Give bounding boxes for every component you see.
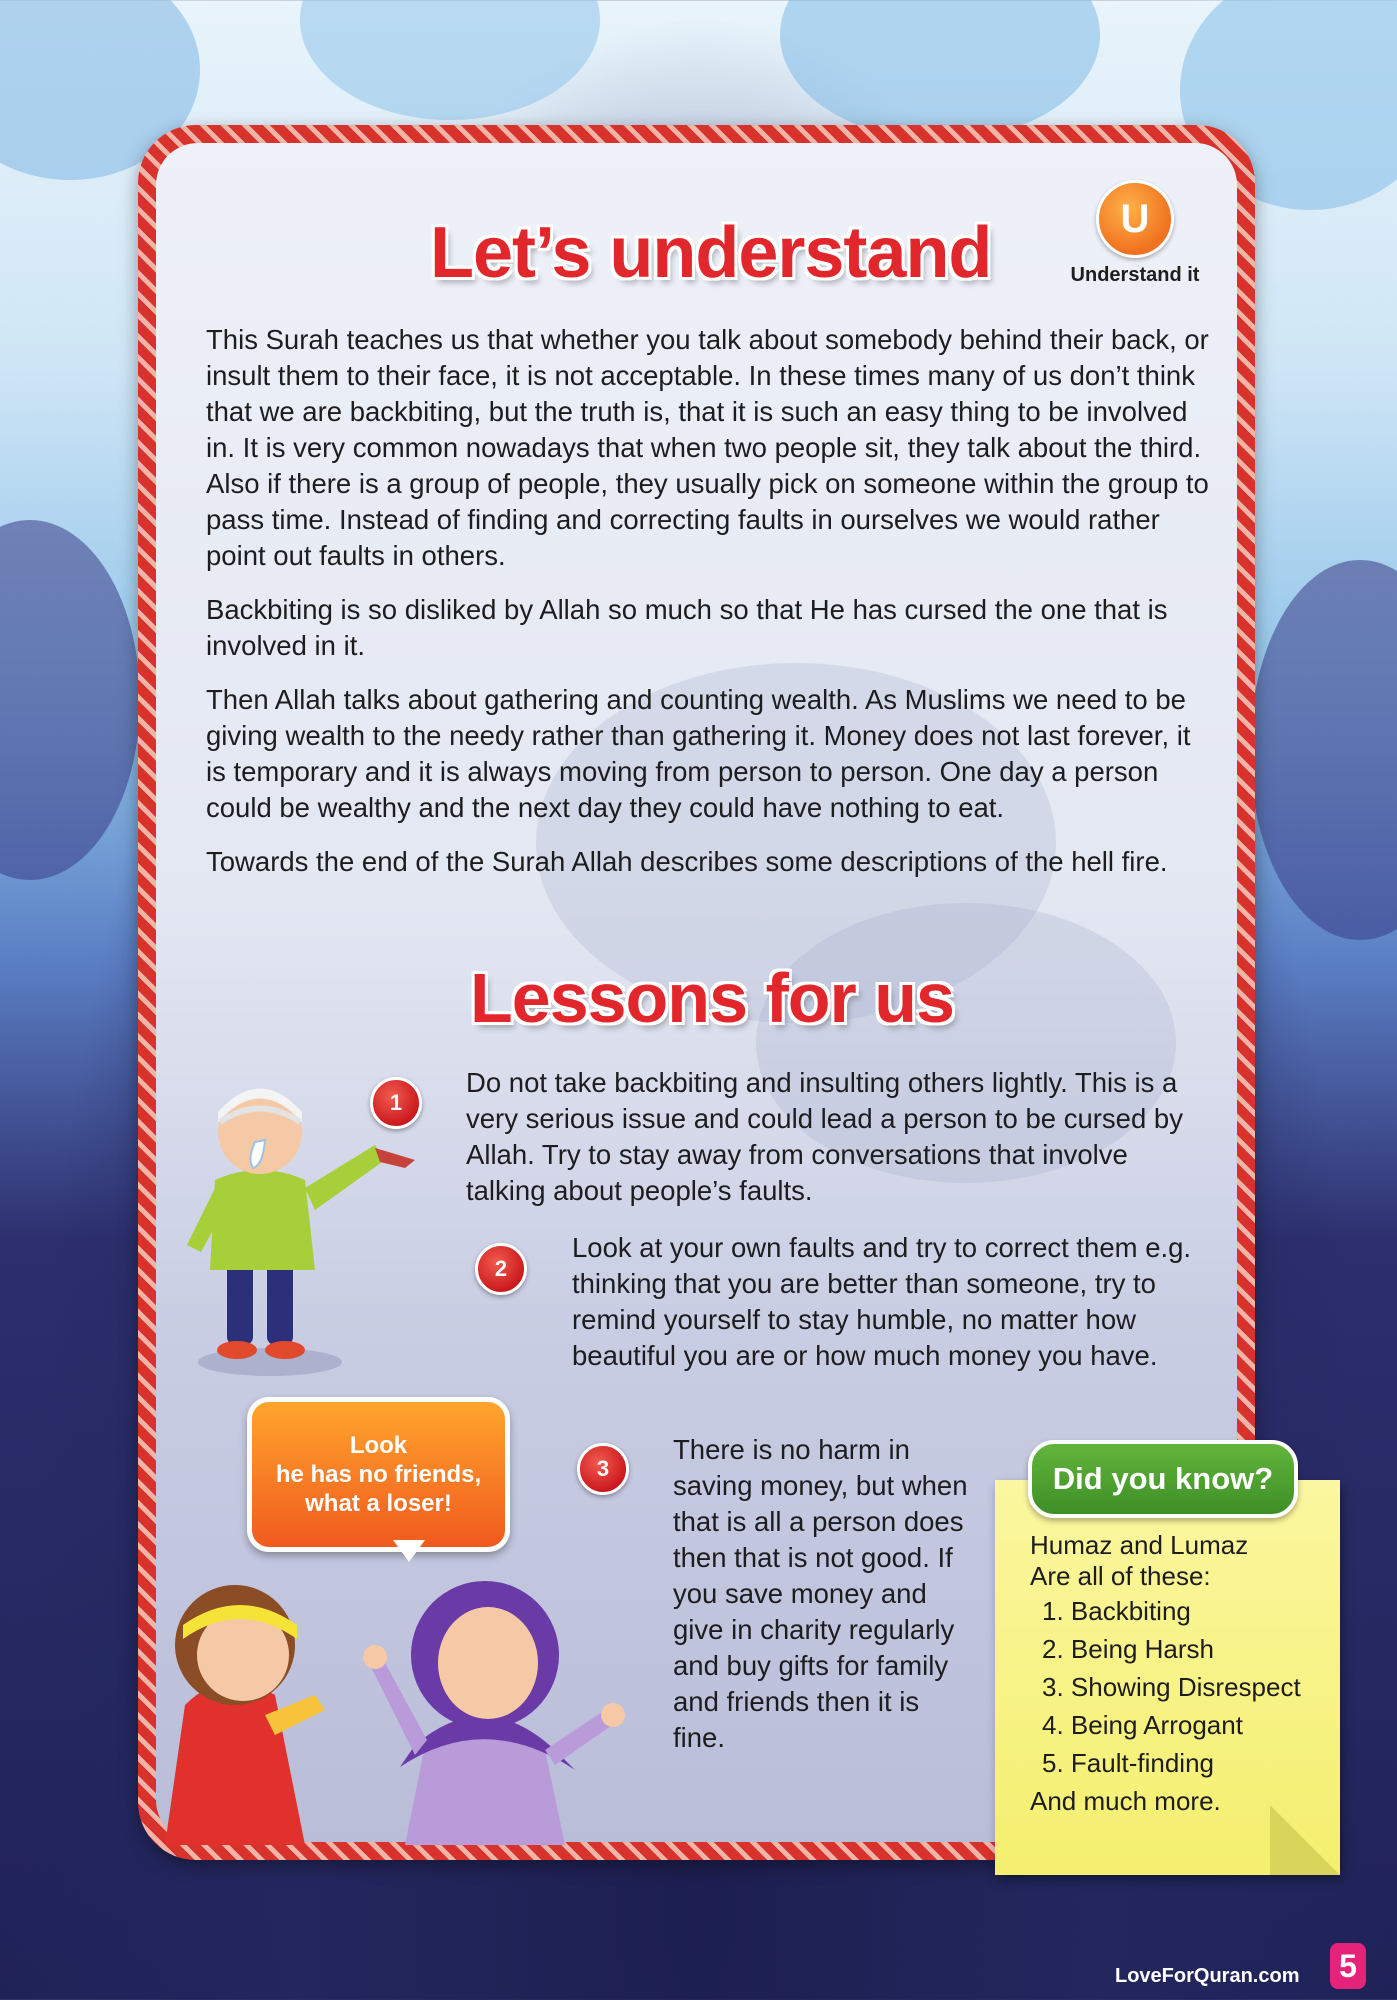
list-item: 1. Backbiting [1042, 1596, 1191, 1626]
footer-website: LoveForQuran.com [1115, 1965, 1300, 1987]
heading-lessons-for-us: Lessons for us [470, 959, 954, 1037]
speech-bubble [247, 1397, 510, 1552]
note-intro: Humaz and Lumaz [1030, 1530, 1249, 1560]
speech-line: Look [349, 1432, 408, 1459]
did-you-know-text [1030, 1530, 1330, 1820]
lesson-number-3: 3 [577, 1443, 629, 1495]
note-intro: Are all of these: [1030, 1561, 1211, 1591]
paragraph: Towards the end of the Surah Allah describes some descriptions of the hell fire. [206, 846, 1168, 877]
lesson-text-1: Do not take backbiting and insulting others lightly. This is a very serious issue and could lead a person to be cursed by Allah. Try to stay away from conversations that involve talking about people’s faults. [466, 1067, 1183, 1206]
understand-icon: U [1096, 180, 1174, 258]
background-flame [0, 520, 140, 880]
list-item: 3. Showing Disrespect [1042, 1672, 1301, 1702]
speech-line: what a loser! [305, 1490, 452, 1517]
lesson-number-2: 2 [475, 1243, 527, 1295]
badge-label: Understand it [1070, 264, 1200, 286]
paragraph: Backbiting is so disliked by Allah so much so that He has cursed the one that is involved in it. [206, 594, 1168, 661]
background-flame [1250, 560, 1397, 940]
lesson-text-2: Look at your own faults and try to correct them e.g. thinking that you are better than someone, try to remind yourself to stay humble, no matter how beautiful you are or how much money you have. [572, 1232, 1192, 1371]
note-outro: And much more. [1030, 1786, 1221, 1816]
background-flame [780, 0, 1100, 140]
list-item: 5. Fault-finding [1042, 1748, 1214, 1778]
paragraph: Then Allah talks about gathering and counting wealth. As Muslims we need to be giving wealth to the needy rather than gathering it. Money does not last forever, it is temporary and it is always moving from person to person. One day a person could be wealthy and the next day they could have nothing to eat. [206, 684, 1191, 823]
speech-line: he has no friends, [275, 1461, 482, 1488]
explanation-text [206, 322, 1216, 898]
paragraph: This Surah teaches us that whether you talk about somebody behind their back, or insult them to their face, it is not acceptable. In these times many of us don’t think that we are backbiting, but the truth is, that it is such an easy thing to be involved in. It is very common nowadays that when two people sit, they talk about the third. Also if there is a group of people, they usually pick on someone within the group to pass time. Instead of finding and correcting faults in ourselves we would rather point out faults in others. [206, 324, 1209, 571]
lesson-number-1: 1 [370, 1077, 422, 1129]
background-flame [300, 0, 600, 120]
note-list [1030, 1592, 1330, 1782]
understand-it-badge [1060, 180, 1210, 287]
lesson-text-3: There is no harm in saving money, but when that is all a person does then that is not good. If you save money and give in charity regularly and buy gifts for family and friends then it is fine. [673, 1434, 968, 1753]
girls-illustration [155, 1535, 645, 1845]
page-number: 5 [1330, 1943, 1366, 1989]
did-you-know-title: Did you know? [1028, 1440, 1298, 1518]
list-item: 2. Being Harsh [1042, 1634, 1214, 1664]
list-item: 4. Being Arrogant [1042, 1710, 1243, 1740]
heading-lets-understand: Let’s understand [430, 213, 992, 293]
